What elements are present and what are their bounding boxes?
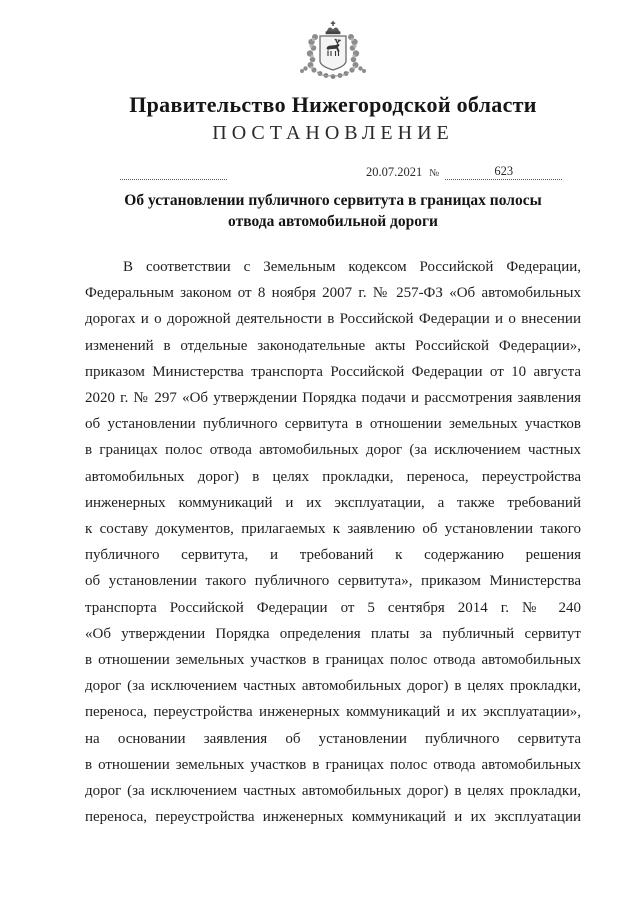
document-number: 623 [494, 164, 514, 178]
body-line: об установлении публичного сервитута в отношении земельных участков [85, 416, 581, 433]
emblem-container [85, 20, 581, 86]
body-line: в отношении земельных участков в границах полос отвода автомобильных [85, 756, 581, 773]
body-line: на основании заявления об установлении публичного сервитута [85, 730, 581, 747]
body-line: об установлении такого публичного сервитута», приказом Министерства [85, 573, 581, 590]
document-type-heading: ПОСТАНОВЛЕНИЕ [212, 122, 454, 144]
body-line: приказом Министерства транспорта Российской Федерации от 10 августа [85, 363, 581, 380]
coat-of-arms-icon [297, 20, 369, 86]
body-line: дорог (за исключением частных автомобильных дорог) в целях прокладки, [85, 678, 581, 695]
body-line: Федеральным законом от 8 ноября 2007 г. № 257-ФЗ «Об автомобильных [85, 285, 581, 302]
body-line: «Об утверждении Порядка определения платы за публичный сервитут [85, 625, 581, 642]
organization-name: Правительство Нижегородской области [129, 92, 537, 117]
body-line: транспорта Российской Федерации от 5 сентября 2014 г. № 240 [85, 599, 581, 616]
body-line: изменений в отдельные законодательные акты Российской Федерации», [85, 337, 581, 354]
blank-underline [120, 164, 227, 180]
body-line: автомобильных дорог) в целях прокладки, переноса, переустройства [85, 468, 581, 485]
body-line: В соответствии с Земельным кодексом Российской Федерации, [123, 259, 581, 275]
date-number-row [85, 160, 581, 180]
document-title-line-2: отвода автомобильной дороги [228, 213, 438, 230]
document-number-underline [445, 164, 562, 180]
body-line: дорог (за исключением частных автомобильных дорог) в целях прокладки, [85, 783, 581, 800]
body-line: дорогах и о дорожной деятельности в Российской Федерации и о внесении [85, 311, 581, 328]
body-line: переноса, переустройства инженерных коммуникаций и их эксплуатации [85, 809, 581, 826]
body-line: к составу документов, прилагаемых к заявлению об установлении такого [85, 521, 581, 538]
document-title [85, 190, 581, 232]
body-line: публичного сервитута, и требований к содержанию решения [85, 547, 581, 564]
body-line: 2020 г. № 297 «Об утверждении Порядка подачи и рассмотрения заявления [85, 390, 581, 407]
body-line: в границах полос отвода автомобильных дорог (за исключением частных [85, 442, 581, 459]
body-line: в отношении земельных участков в границах полос отвода автомобильных [85, 652, 581, 669]
document-body [85, 254, 581, 830]
body-line: переноса, переустройства инженерных коммуникаций и их эксплуатации», [85, 704, 581, 721]
number-sign: № [429, 168, 440, 179]
document-title-line-1: Об установлении публичного сервитута в границах полосы [124, 192, 542, 209]
body-line: инженерных коммуникаций и их эксплуатации, а также требований [85, 494, 581, 511]
document-date: 20.07.2021 [366, 165, 423, 179]
